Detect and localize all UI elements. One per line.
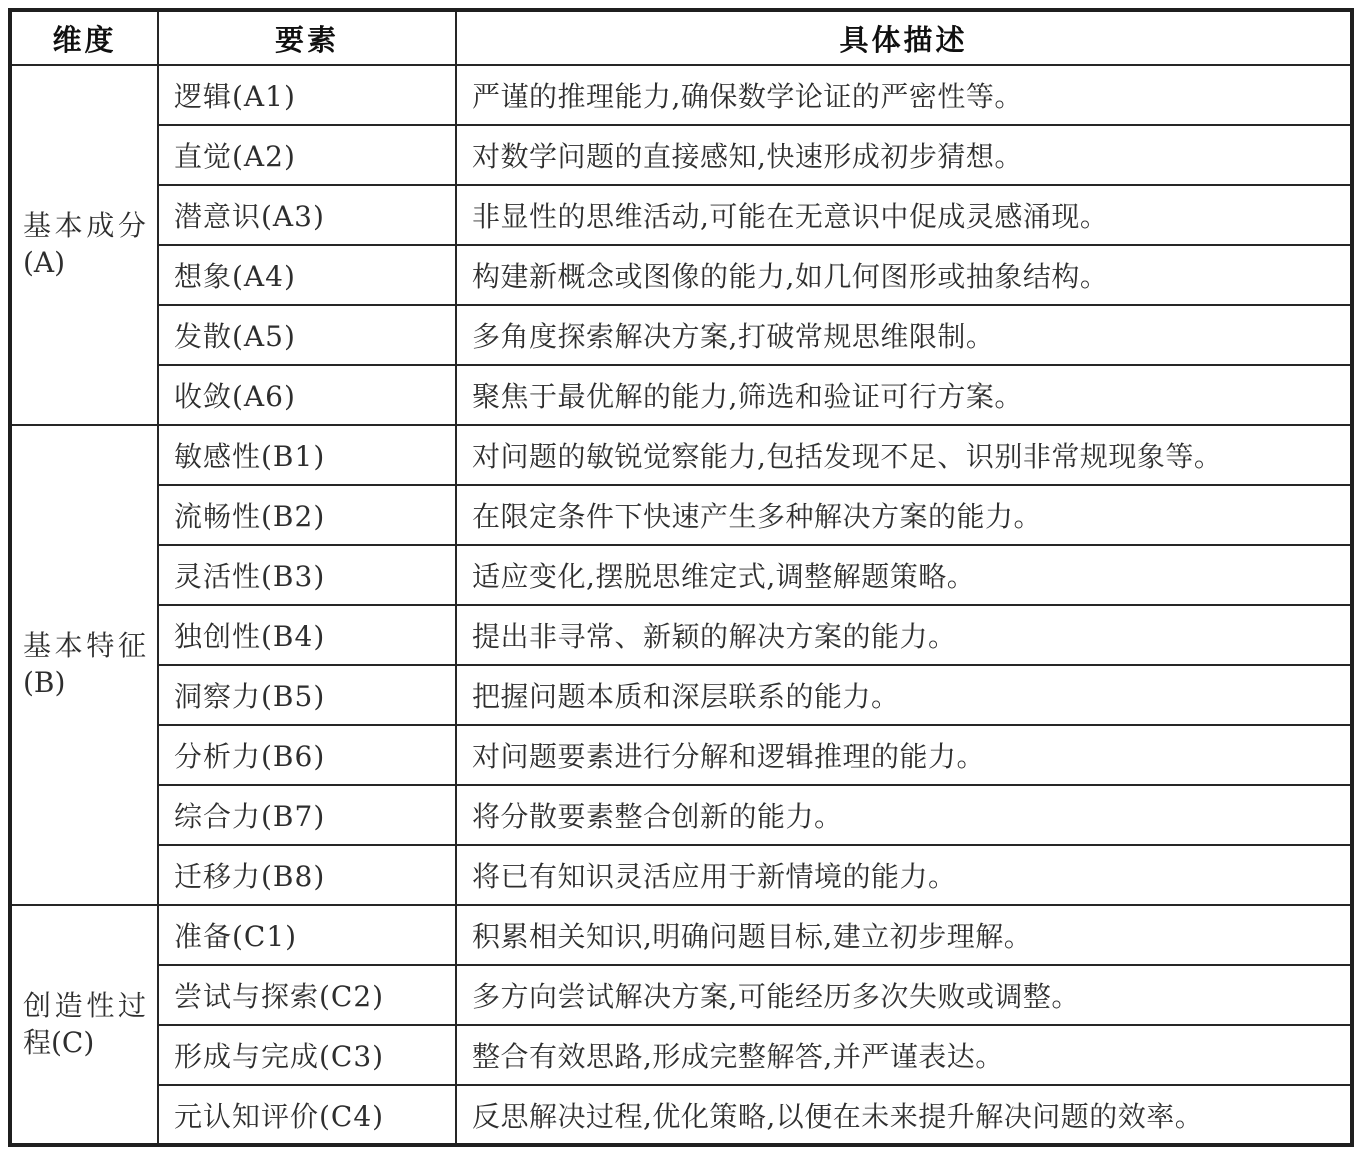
element-cell: 综合力(B7) xyxy=(158,785,456,845)
table-row xyxy=(10,845,1352,905)
element-cell: 收敛(A6) xyxy=(158,365,456,425)
description-cell: 构建新概念或图像的能力,如几何图形或抽象结构。 xyxy=(456,245,1352,305)
dimension-label-line: (B) xyxy=(23,666,66,699)
table-row xyxy=(10,605,1352,665)
element-cell: 发散(A5) xyxy=(158,305,456,365)
table-row xyxy=(10,185,1352,245)
element-cell: 尝试与探索(C2) xyxy=(158,965,456,1025)
element-cell: 形成与完成(C3) xyxy=(158,1025,456,1085)
table-row xyxy=(10,965,1352,1025)
dimension-cell xyxy=(10,65,158,425)
description-cell: 积累相关知识,明确问题目标,建立初步理解。 xyxy=(456,905,1352,965)
element-cell: 想象(A4) xyxy=(158,245,456,305)
description-cell: 把握问题本质和深层联系的能力。 xyxy=(456,665,1352,725)
table-row xyxy=(10,1025,1352,1085)
description-cell: 将分散要素整合创新的能力。 xyxy=(456,785,1352,845)
element-cell: 逻辑(A1) xyxy=(158,65,456,125)
header-dimension: 维度 xyxy=(10,10,158,65)
table-row xyxy=(10,905,1352,965)
table-row xyxy=(10,665,1352,725)
dimension-label-line: 创造性过 xyxy=(23,988,146,1022)
table-row xyxy=(10,425,1352,485)
description-cell: 对数学问题的直接感知,快速形成初步猜想。 xyxy=(456,125,1352,185)
table-row xyxy=(10,485,1352,545)
table-row xyxy=(10,365,1352,425)
dimension-label-line: 程(C) xyxy=(23,1025,95,1059)
dimension-cell xyxy=(10,425,158,905)
table-row xyxy=(10,305,1352,365)
element-cell: 洞察力(B5) xyxy=(158,665,456,725)
dimension-cell xyxy=(10,905,158,1145)
description-cell: 提出非寻常、新颖的解决方案的能力。 xyxy=(456,605,1352,665)
description-cell: 严谨的推理能力,确保数学论证的严密性等。 xyxy=(456,65,1352,125)
description-cell: 整合有效思路,形成完整解答,并严谨表达。 xyxy=(456,1025,1352,1085)
table-body xyxy=(10,65,1352,1145)
element-cell: 准备(C1) xyxy=(158,905,456,965)
description-cell: 反思解决过程,优化策略,以便在未来提升解决问题的效率。 xyxy=(456,1085,1352,1145)
header-element: 要素 xyxy=(158,10,456,65)
dimension-label-line: (A) xyxy=(23,246,66,279)
dimension-label-line: 基本特征 xyxy=(23,629,146,663)
description-cell: 非显性的思维活动,可能在无意识中促成灵感涌现。 xyxy=(456,185,1352,245)
description-cell: 在限定条件下快速产生多种解决方案的能力。 xyxy=(456,485,1352,545)
element-cell: 直觉(A2) xyxy=(158,125,456,185)
element-cell: 敏感性(B1) xyxy=(158,425,456,485)
dimension-label-line: 基本成分 xyxy=(23,209,146,243)
description-cell: 对问题的敏锐觉察能力,包括发现不足、识别非常规现象等。 xyxy=(456,425,1352,485)
description-cell: 多方向尝试解决方案,可能经历多次失败或调整。 xyxy=(456,965,1352,1025)
table-row xyxy=(10,725,1352,785)
description-cell: 多角度探索解决方案,打破常规思维限制。 xyxy=(456,305,1352,365)
table-row xyxy=(10,125,1352,185)
element-cell: 流畅性(B2) xyxy=(158,485,456,545)
description-cell: 将已有知识灵活应用于新情境的能力。 xyxy=(456,845,1352,905)
description-cell: 对问题要素进行分解和逻辑推理的能力。 xyxy=(456,725,1352,785)
element-cell: 元认知评价(C4) xyxy=(158,1085,456,1145)
table-row xyxy=(10,65,1352,125)
table-header xyxy=(10,10,1352,65)
description-cell: 适应变化,摆脱思维定式,调整解题策略。 xyxy=(456,545,1352,605)
description-cell: 聚焦于最优解的能力,筛选和验证可行方案。 xyxy=(456,365,1352,425)
table-row xyxy=(10,1085,1352,1145)
element-cell: 迁移力(B8) xyxy=(158,845,456,905)
creativity-dimension-table xyxy=(8,8,1354,1147)
element-cell: 灵活性(B3) xyxy=(158,545,456,605)
table-row xyxy=(10,785,1352,845)
table-row xyxy=(10,245,1352,305)
element-cell: 独创性(B4) xyxy=(158,605,456,665)
element-cell: 分析力(B6) xyxy=(158,725,456,785)
element-cell: 潜意识(A3) xyxy=(158,185,456,245)
table-row xyxy=(10,545,1352,605)
header-row xyxy=(10,10,1352,65)
header-description: 具体描述 xyxy=(456,10,1352,65)
